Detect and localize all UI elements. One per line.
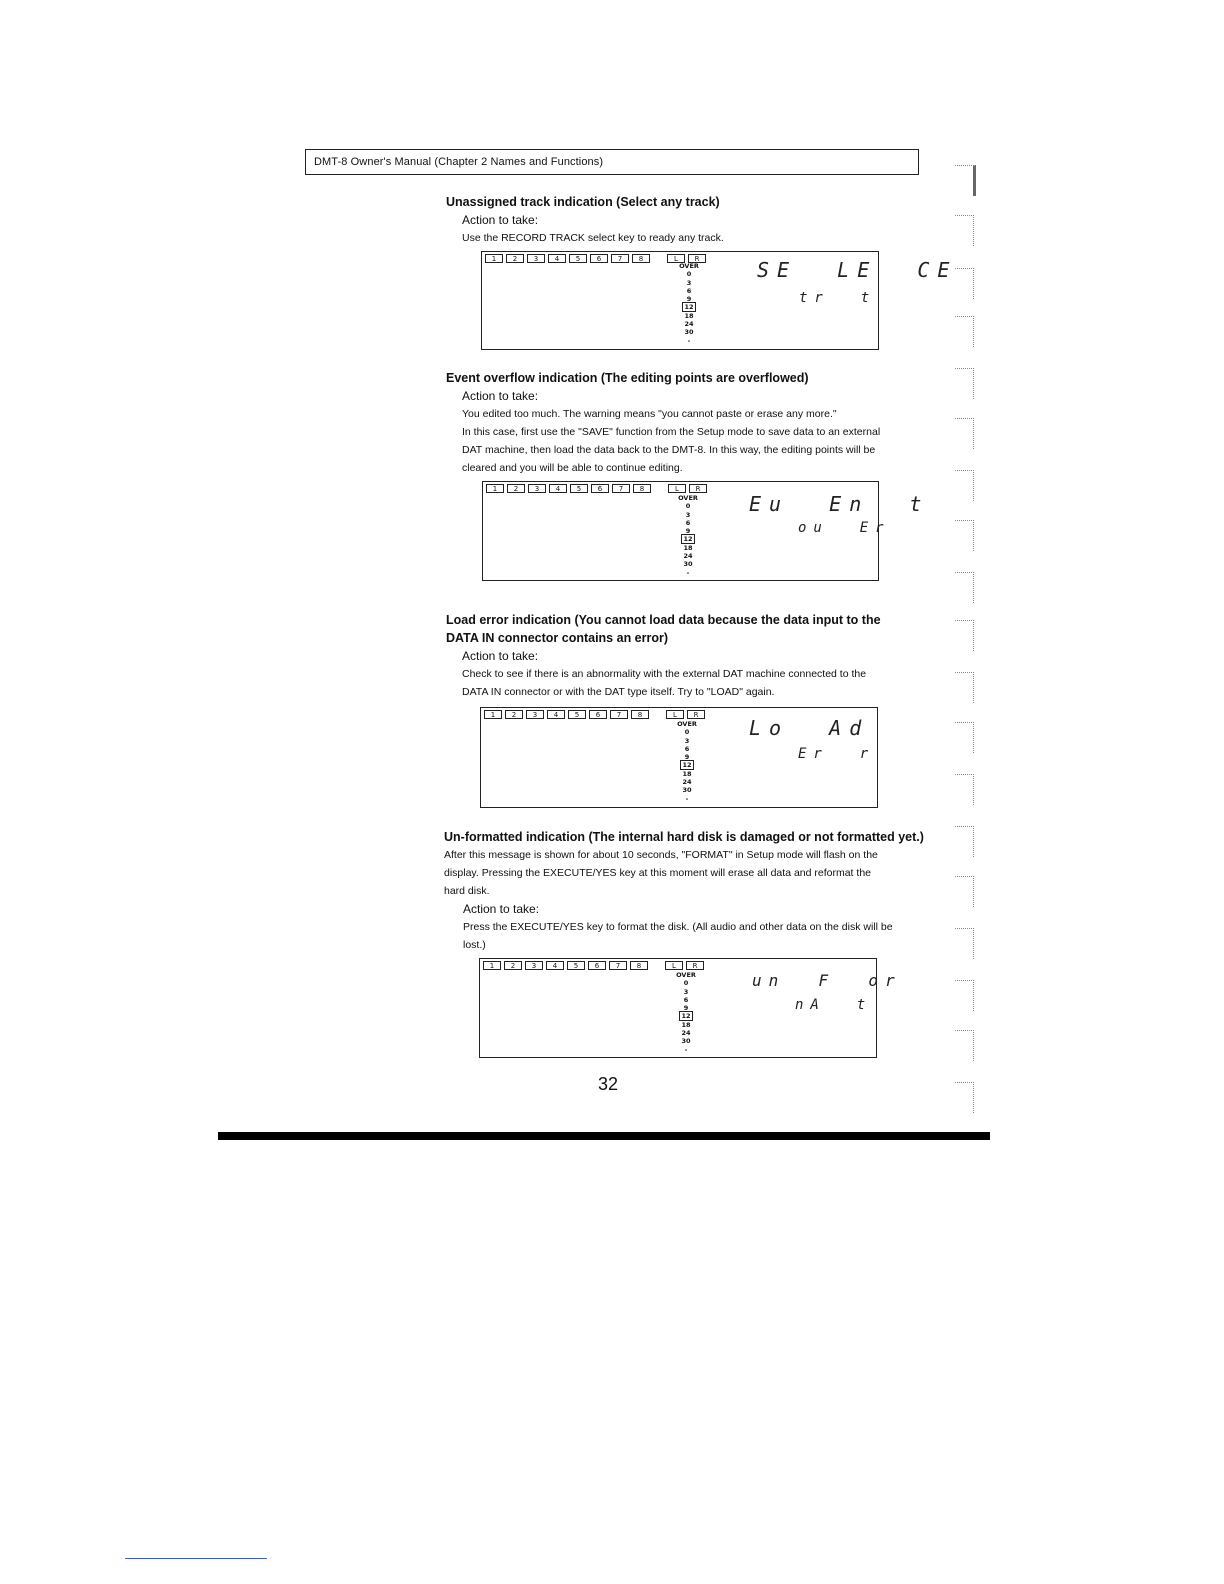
body-line: lost.) <box>463 939 486 951</box>
track-indicators <box>483 961 704 970</box>
bottom-rule <box>218 1132 990 1140</box>
section-unassigned-track <box>446 193 926 247</box>
edge-mark <box>955 1030 974 1061</box>
intro-line: hard disk. <box>444 885 490 897</box>
meter-18: 18 <box>683 543 693 552</box>
bus-r-indicator: R <box>686 961 704 970</box>
page-number: 32 <box>598 1074 619 1094</box>
meter-9: 9 <box>686 295 692 304</box>
lcd-display <box>479 958 902 1058</box>
track-4-indicator: 4 <box>548 254 566 263</box>
meter-30: 30 <box>684 328 694 337</box>
track-7-indicator: 7 <box>609 961 627 970</box>
level-meter-scale <box>677 262 701 345</box>
body-line: cleared and you will be able to continue editing. <box>462 462 683 474</box>
edge-mark <box>955 672 974 703</box>
track-4-indicator: 4 <box>547 710 565 719</box>
segment-line-2: nA t <box>795 997 873 1013</box>
meter-6: 6 <box>686 286 692 295</box>
track-4-indicator: 4 <box>546 961 564 970</box>
edge-mark <box>955 165 976 196</box>
section-title: Unassigned track indication (Select any track) <box>446 195 720 209</box>
meter-30: 30 <box>681 1037 691 1046</box>
link-underline <box>125 1558 267 1559</box>
section-title-line-2: DATA IN connector contains an error) <box>446 631 669 645</box>
meter-0: 0 <box>686 270 692 279</box>
track-6-indicator: 6 <box>588 961 606 970</box>
meter-0: 0 <box>685 502 691 511</box>
meter-over: OVER <box>676 971 696 979</box>
track-1-indicator: 1 <box>484 710 502 719</box>
track-8-indicator: 8 <box>630 961 648 970</box>
track-5-indicator: 5 <box>570 484 588 493</box>
bus-l-indicator: L <box>665 961 683 970</box>
edge-mark <box>955 215 974 246</box>
edge-mark <box>955 418 974 449</box>
track-6-indicator: 6 <box>590 254 608 263</box>
header-box <box>305 149 919 175</box>
meter-6: 6 <box>684 744 690 753</box>
meter-3: 3 <box>683 987 689 996</box>
edge-mark <box>955 620 974 651</box>
track-3-indicator: 3 <box>527 254 545 263</box>
lcd-display <box>481 251 958 350</box>
meter-18: 18 <box>684 311 694 320</box>
track-indicators <box>484 710 705 719</box>
edge-mark <box>955 826 974 857</box>
meter-12: 12 <box>684 303 694 312</box>
edge-mark <box>955 572 974 603</box>
meter-3: 3 <box>684 736 690 745</box>
track-3-indicator: 3 <box>525 961 543 970</box>
meter-24: 24 <box>682 778 692 787</box>
section-title: Event overflow indication (The editing points are overflowed) <box>446 371 809 385</box>
body-line: Press the EXECUTE/YES key to format the disk. (All audio and other data on the disk will be <box>463 921 893 933</box>
header-title: DMT-8 Owner's Manual (Chapter 2 Names and Functions) <box>314 156 604 168</box>
track-1-indicator: 1 <box>485 254 503 263</box>
segment-line-1: Eu En t <box>749 492 930 516</box>
meter-over: OVER <box>678 494 698 502</box>
track-5-indicator: 5 <box>569 254 587 263</box>
meter-24: 24 <box>681 1029 691 1038</box>
track-2-indicator: 2 <box>504 961 522 970</box>
track-indicators <box>486 484 707 493</box>
meter-30: 30 <box>682 786 692 795</box>
intro-line: display. Pressing the EXECUTE/YES key at this moment will erase all data and reformat the <box>444 867 871 879</box>
track-5-indicator: 5 <box>567 961 585 970</box>
edge-mark <box>955 774 974 805</box>
meter-18: 18 <box>681 1020 691 1029</box>
meter-30: 30 <box>683 560 693 569</box>
meter-18: 18 <box>682 769 692 778</box>
bus-l-indicator: L <box>668 484 686 493</box>
meter-over: OVER <box>679 262 699 270</box>
edge-mark <box>955 368 974 399</box>
edge-mark <box>955 876 974 907</box>
segment-line-2: Er r <box>798 746 876 762</box>
track-1-indicator: 1 <box>483 961 501 970</box>
meter-3: 3 <box>685 510 691 519</box>
track-2-indicator: 2 <box>505 710 523 719</box>
meter-24: 24 <box>684 320 694 329</box>
meter-24: 24 <box>683 552 693 561</box>
meter-9: 9 <box>683 1004 689 1013</box>
meter-6: 6 <box>685 518 691 527</box>
bus-r-indicator: R <box>688 254 706 263</box>
track-1-indicator: 1 <box>486 484 504 493</box>
meter-0: 0 <box>684 728 690 737</box>
action-label: Action to take: <box>462 389 539 403</box>
edge-mark <box>955 470 974 501</box>
level-meter-scale <box>674 971 698 1054</box>
track-indicators <box>485 254 706 263</box>
edge-mark <box>955 722 974 753</box>
track-8-indicator: 8 <box>631 710 649 719</box>
segment-line-1: SE LE CE <box>757 258 958 282</box>
meter-9: 9 <box>685 527 691 536</box>
bus-r-indicator: R <box>687 710 705 719</box>
meter-3: 3 <box>686 278 692 287</box>
meter-minus: - <box>687 336 691 345</box>
bus-r-indicator: R <box>689 484 707 493</box>
track-8-indicator: 8 <box>632 254 650 263</box>
meter-minus: - <box>684 1045 688 1054</box>
track-5-indicator: 5 <box>568 710 586 719</box>
track-8-indicator: 8 <box>633 484 651 493</box>
track-4-indicator: 4 <box>549 484 567 493</box>
track-6-indicator: 6 <box>591 484 609 493</box>
track-7-indicator: 7 <box>610 710 628 719</box>
body-line: In this case, first use the "SAVE" function from the Setup mode to save data to an external <box>462 426 881 438</box>
segment-line-2: tr t <box>799 290 877 306</box>
edge-mark <box>955 520 974 551</box>
meter-over: OVER <box>677 720 697 728</box>
bus-l-indicator: L <box>666 710 684 719</box>
action-label: Action to take: <box>463 902 540 916</box>
body-line: DATA IN connector or with the DAT type itself. Try to "LOAD" again. <box>462 686 775 698</box>
track-3-indicator: 3 <box>528 484 546 493</box>
section-title: Un-formatted indication (The internal hard disk is damaged or not formatted yet.) <box>444 830 924 844</box>
action-label: Action to take: <box>462 213 539 227</box>
level-meter-scale <box>675 720 699 803</box>
segment-line-1: Lo Ad <box>749 716 870 740</box>
body-line: Check to see if there is an abnormality with the external DAT machine connected to the <box>462 668 867 680</box>
edge-mark <box>955 316 974 347</box>
meter-minus: - <box>686 568 690 577</box>
meter-6: 6 <box>683 995 689 1004</box>
segment-line-1: un F or <box>752 971 902 990</box>
meter-9: 9 <box>684 753 690 762</box>
body-line: DAT machine, then load the data back to the DMT-8. In this way, the editing points will be <box>462 444 876 456</box>
section-event-overflow <box>446 369 926 477</box>
section-title-line-1: Load error indication (You cannot load data because the data input to the <box>446 613 881 627</box>
track-6-indicator: 6 <box>589 710 607 719</box>
level-meter-scale <box>676 494 700 577</box>
track-2-indicator: 2 <box>506 254 524 263</box>
track-3-indicator: 3 <box>526 710 544 719</box>
track-2-indicator: 2 <box>507 484 525 493</box>
intro-line: After this message is shown for about 10 seconds, "FORMAT" in Setup mode will flash on the <box>444 849 878 861</box>
bus-l-indicator: L <box>667 254 685 263</box>
edge-mark <box>955 268 974 299</box>
edge-mark <box>955 928 974 959</box>
section-unformatted <box>444 828 934 954</box>
body-line: Use the RECORD TRACK select key to ready any track. <box>462 232 724 244</box>
lcd-display <box>482 481 930 581</box>
meter-12: 12 <box>683 535 693 544</box>
track-7-indicator: 7 <box>611 254 629 263</box>
body-line: You edited too much. The warning means "you cannot paste or erase any more." <box>462 408 837 420</box>
meter-0: 0 <box>683 979 689 988</box>
action-label: Action to take: <box>462 649 539 663</box>
meter-12: 12 <box>681 1012 691 1021</box>
segment-line-2: ou Er <box>798 520 891 536</box>
edge-mark <box>955 980 974 1011</box>
meter-12: 12 <box>682 761 692 770</box>
edge-mark <box>955 1082 974 1113</box>
meter-minus: - <box>685 794 689 803</box>
section-load-error <box>446 611 926 701</box>
track-7-indicator: 7 <box>612 484 630 493</box>
lcd-display <box>480 707 878 808</box>
